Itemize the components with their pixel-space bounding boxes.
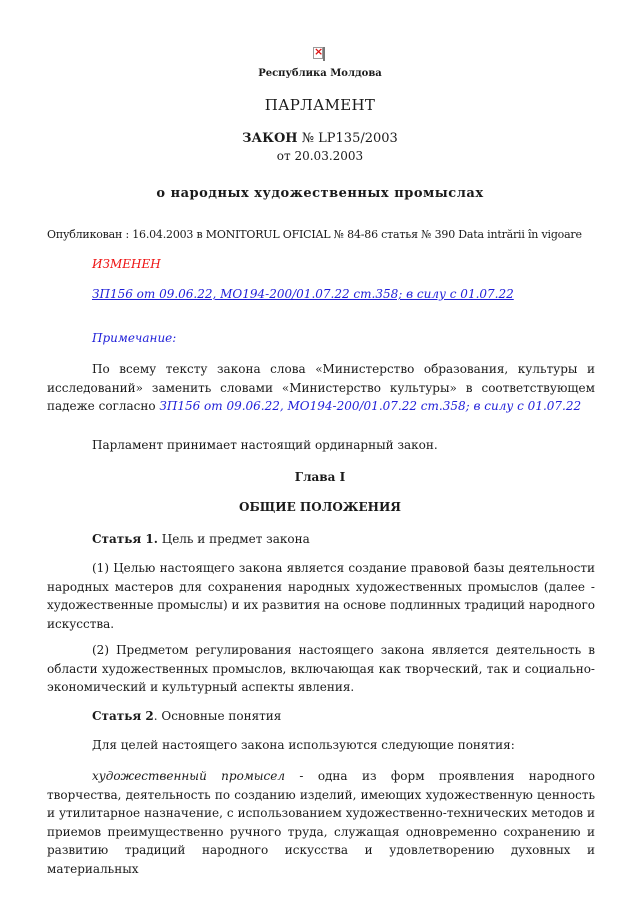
note-paragraph — [47, 360, 595, 416]
country-name: Республика Молдова — [258, 68, 382, 79]
law-number: № LP135/2003 — [301, 131, 398, 146]
document-title: о народных художественных промыслах — [156, 186, 484, 201]
note-text: По всему тексту закона слова «Министерство образования, культуры и исследований» заменить словами «Министерство культуры» в соответствующем падеже согласно — [47, 362, 595, 413]
terms-intro: Для целей настоящего закона используются следующие понятия: — [92, 738, 515, 752]
article-1-title: Цель и предмет закона — [157, 532, 310, 546]
note-label: Примечание: — [92, 331, 177, 345]
article-2-label: Статья 2 — [92, 709, 154, 723]
publication-info: Опубликован : 16.04.2003 в MONITORUL OFICIAL № 84-86 статья № 390 Data intrării în vigoare — [47, 228, 582, 241]
institution-name: ПАРЛАМЕНТ — [264, 96, 376, 114]
article-2-heading — [92, 709, 281, 723]
law-label: ЗАКОН — [242, 131, 298, 146]
law-number-line — [0, 131, 640, 146]
law-date: от 20.03.2003 — [276, 149, 364, 163]
broken-image-icon — [313, 47, 323, 59]
definition-paragraph — [47, 767, 595, 878]
term-definition: - одна из форм проявления народного творчества, деятельность по созданию изделий, имеющих художественную ценность и утилитарное назначение, с использованием художественно-технических методов и приемов преимущественно ручного труда, служащая одновременно сохранению и развитию традиций народного искусства и удовлетворению духовных и материальных — [47, 769, 595, 876]
amended-status: ИЗМЕНЕН — [92, 257, 161, 271]
amendment-link[interactable]: ЗП156 от 09.06.22, MO194-200/01.07.22 ст.358; в силу с 01.07.22 — [92, 287, 514, 301]
adoption-statement: Парламент принимает настоящий ординарный закон. — [92, 438, 438, 452]
article-2-title: . Основные понятия — [153, 709, 282, 723]
article-1-heading — [92, 532, 310, 546]
note-amendment-link[interactable]: ЗП156 от 09.06.22, MO194-200/01.07.22 ст.358; в силу с 01.07.22 — [159, 399, 582, 413]
chapter-title: ОБЩИЕ ПОЛОЖЕНИЯ — [239, 500, 401, 514]
article-1-paragraph-1: (1) Целью настоящего закона является создание правовой базы деятельности народных мастеров для сохранения народных художественных промыслов (далее - художественные промыслы) и их развития на основе подлинных традиций народного искусства. — [47, 561, 595, 631]
article-1-paragraph-2: (2) Предметом регулирования настоящего закона является деятельность в области художественных промыслов, включающая как творческий, так и социально-экономический и культурный аспекты явления. — [47, 643, 595, 694]
image-border — [323, 47, 325, 61]
chapter-heading: Глава I — [294, 470, 346, 484]
article-1-label: Статья 1. — [92, 532, 158, 546]
defined-term: художественный промысел — [92, 769, 285, 783]
